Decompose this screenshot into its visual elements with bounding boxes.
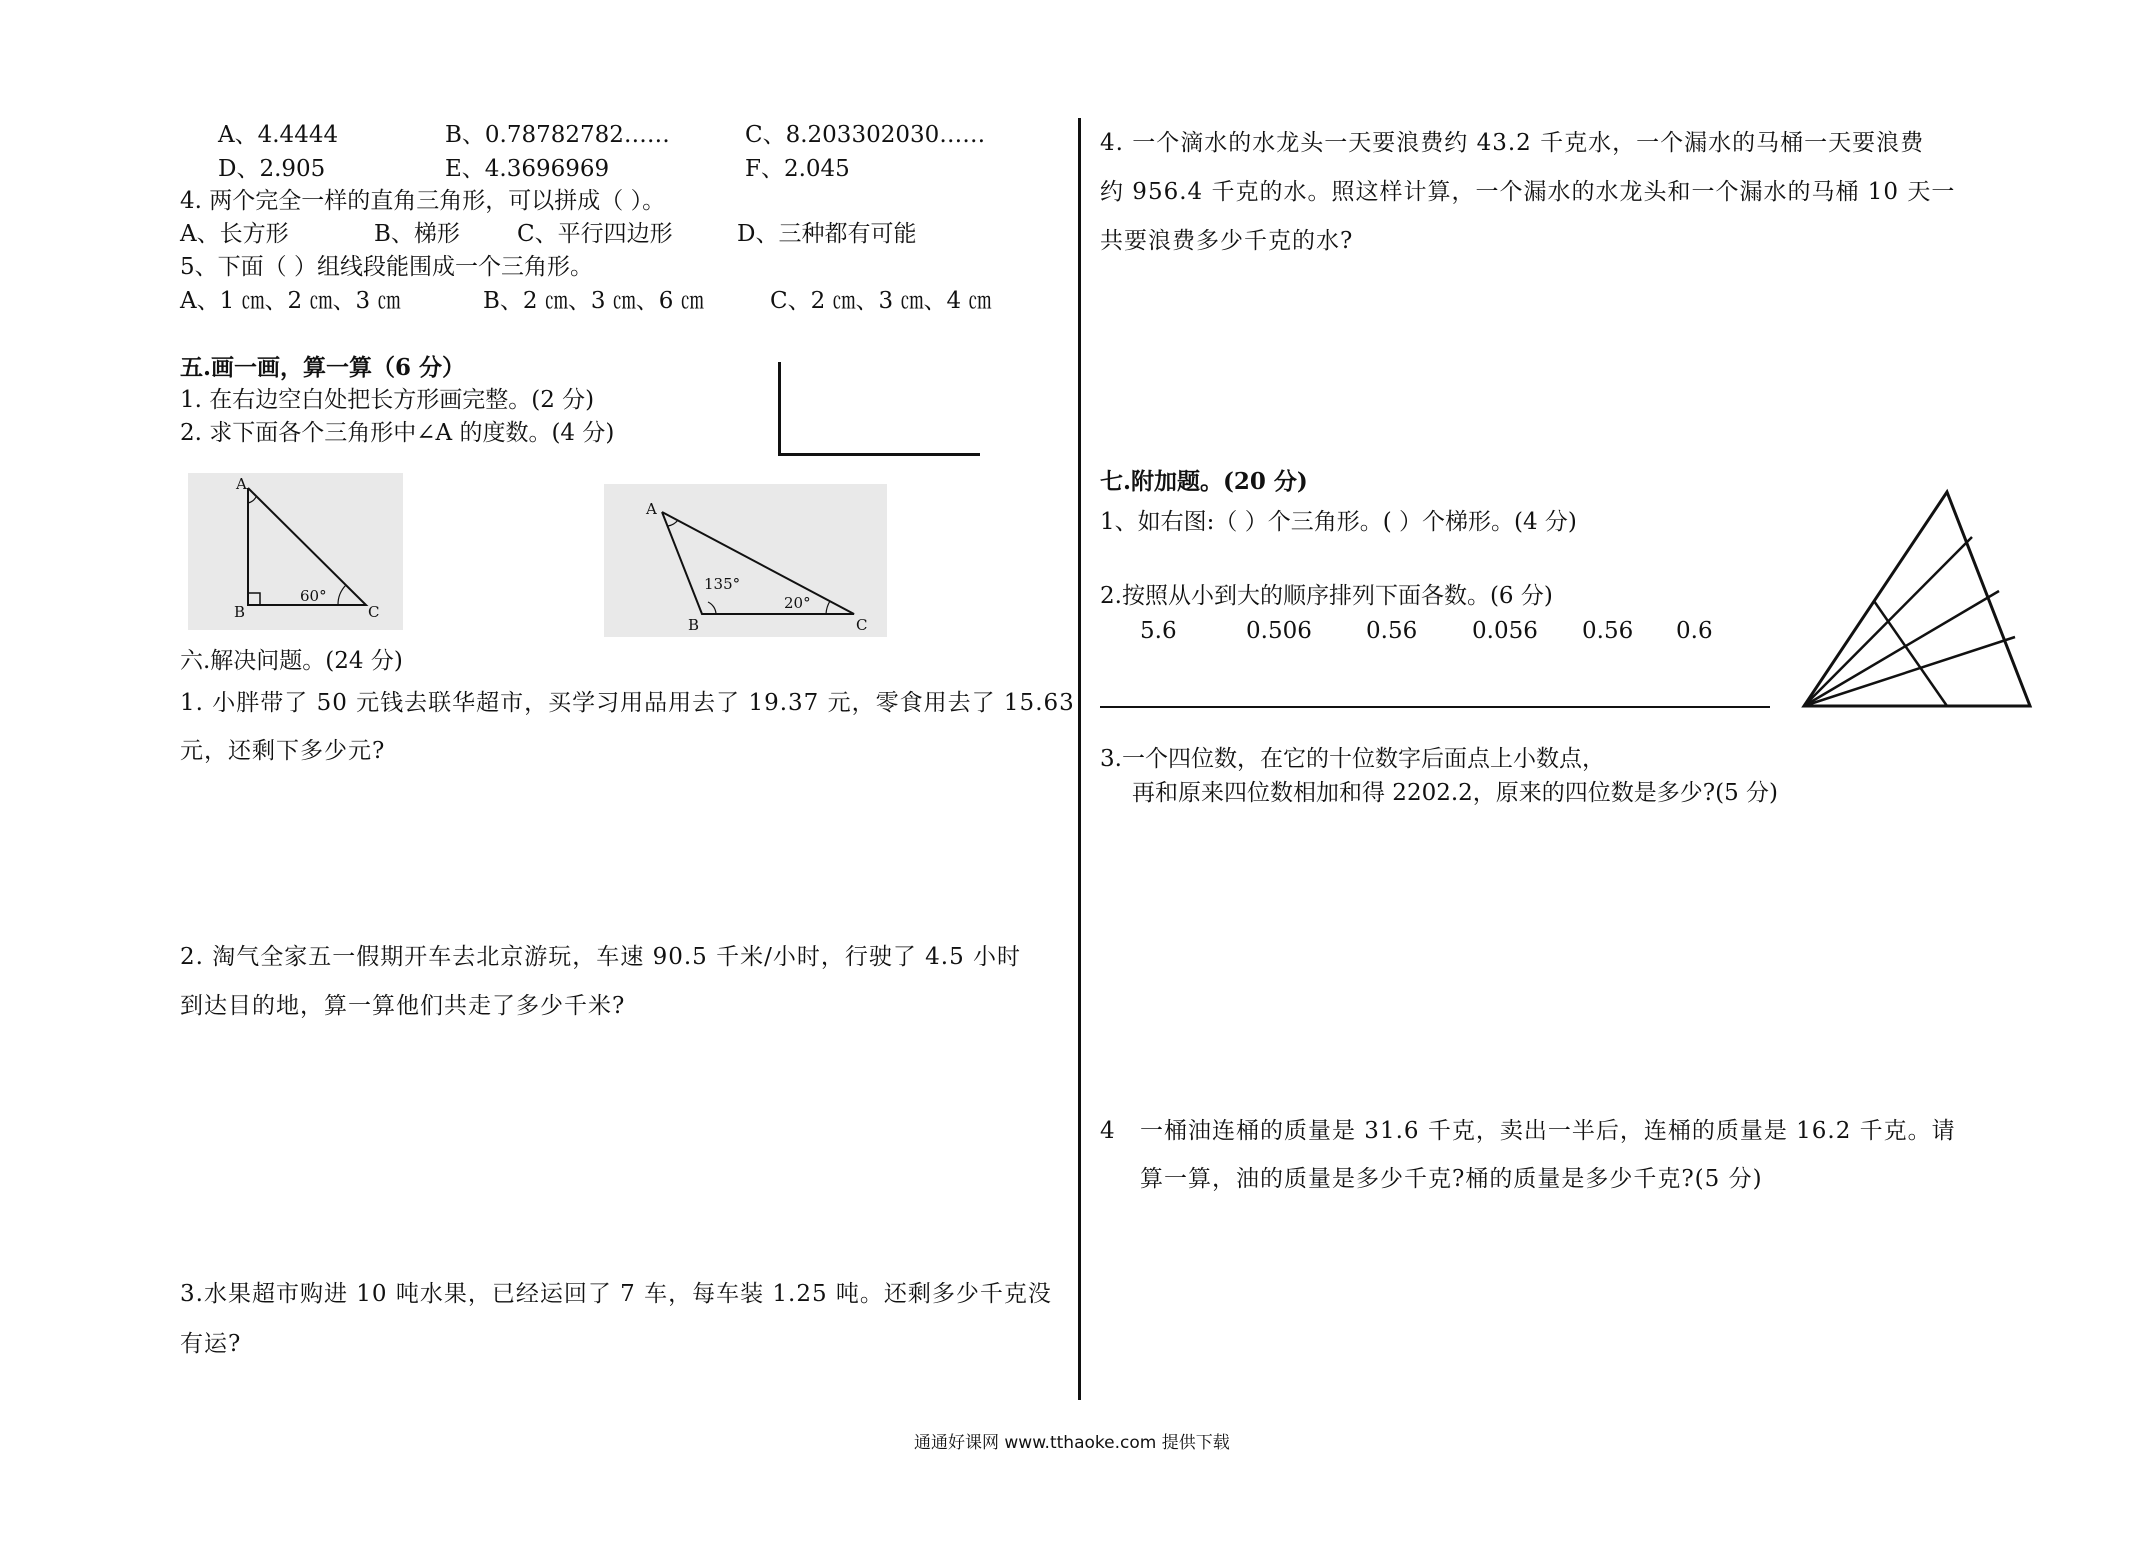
section6-q3-line2: 有运? [180,1331,242,1357]
number-5: 0.56 [1582,618,1634,644]
q3-option-a: A、4.4444 [218,122,339,148]
column-divider [1078,118,1081,1400]
section7-title: 七.附加题。(20 分) [1100,468,1308,495]
section5-q2: 2. 求下面各个三角形中∠A 的度数。(4 分) [180,420,615,446]
section7-q4-line1: 一桶油连桶的质量是 31.6 千克，卖出一半后，连桶的质量是 16.2 千克。请 [1140,1118,1956,1144]
q3-option-d: D、2.905 [218,156,326,182]
q4-option-a: A、长方形 [180,221,289,247]
number-2: 0.506 [1246,618,1312,644]
fig1-angle-c: 60° [300,587,327,605]
number-6: 0.6 [1676,618,1713,644]
section7-q4-line2: 算一算，油的质量是多少千克?桶的质量是多少千克?(5 分) [1140,1166,1763,1192]
q5-option-b: B、2 ㎝、3 ㎝、6 ㎝ [483,288,704,314]
section7-q3-line1: 3.一个四位数，在它的十位数字后面点上小数点， [1100,746,1605,772]
q4-stem: 4. 两个完全一样的直角三角形，可以拼成（ ）。 [180,188,666,214]
triangle-figure-1 [188,473,403,630]
right-q4-line3: 共要浪费多少千克的水? [1100,228,1354,254]
triangle-figure-2 [604,484,887,637]
footer-source: 通通好课网 www.tthaoke.com 提供下载 [914,1433,1230,1453]
q5-option-a: A、1 ㎝、2 ㎝、3 ㎝ [180,288,401,314]
q3-option-f: F、2.045 [745,156,850,182]
section6-title: 六.解决问题。(24 分) [180,648,403,674]
fig1-label-a: A [236,475,247,493]
section5-title: 五.画一画，算一算（6 分） [180,354,466,381]
rectangle-left-side [778,362,781,456]
number-1: 5.6 [1140,618,1177,644]
section7-q4-number: 4 [1100,1118,1115,1144]
q4-option-b: B、梯形 [374,221,460,247]
fig2-angle-c: 20° [784,594,811,612]
fan-triangle-figure [1798,484,2038,710]
rectangle-bottom-side [778,453,980,456]
section6-q1-line1: 1. 小胖带了 50 元钱去联华超市，买学习用品用去了 19.37 元，零食用去了 15.63 [180,690,1075,716]
q4-option-d: D、三种都有可能 [737,221,917,247]
number-3: 0.56 [1366,618,1418,644]
number-4: 0.056 [1472,618,1538,644]
q5-option-c: C、2 ㎝、3 ㎝、4 ㎝ [770,288,992,314]
q3-option-e: E、4.3696969 [445,156,610,182]
fig1-label-b: B [234,603,246,621]
right-q4-line1: 4. 一个滴水的水龙头一天要浪费约 43.2 千克水，一个漏水的马桶一天要浪费 [1100,130,1925,156]
answer-line [1100,706,1770,708]
fig2-label-a: A [646,500,657,518]
q4-option-c: C、平行四边形 [517,221,673,247]
section6-q2-line2: 到达目的地，算一算他们共走了多少千米? [180,993,626,1019]
fig2-label-c: C [856,616,868,634]
fig1-label-c: C [368,603,380,621]
q3-option-c: C、8.203302030…… [745,122,986,148]
section6-q3-line1: 3.水果超市购进 10 吨水果，已经运回了 7 车，每车装 1.25 吨。还剩多少千克没 [180,1281,1052,1307]
q5-stem: 5、下面（ ）组线段能围成一个三角形。 [180,254,593,280]
section6-q2-line1: 2. 淘气全家五一假期开车去北京游玩，车速 90.5 千米/小时，行驶了 4.5 小时 [180,944,1022,970]
q3-option-b: B、0.78782782…… [445,122,670,148]
fig2-label-b: B [688,616,700,634]
section7-q3-line2: 再和原来四位数相加和得 2202.2，原来的四位数是多少?(5 分) [1132,780,1779,806]
section7-q2: 2.按照从小到大的顺序排列下面各数。(6 分) [1100,583,1553,609]
section7-q1: 1、如右图:（ ）个三角形。( ）个梯形。(4 分) [1100,509,1577,535]
section5-q1: 1. 在右边空白处把长方形画完整。(2 分) [180,387,595,413]
section6-q1-line2: 元，还剩下多少元? [180,738,386,764]
fig2-angle-b: 135° [704,575,741,593]
right-q4-line2: 约 956.4 千克的水。照这样计算，一个漏水的水龙头和一个漏水的马桶 10 天一 [1100,179,1956,205]
